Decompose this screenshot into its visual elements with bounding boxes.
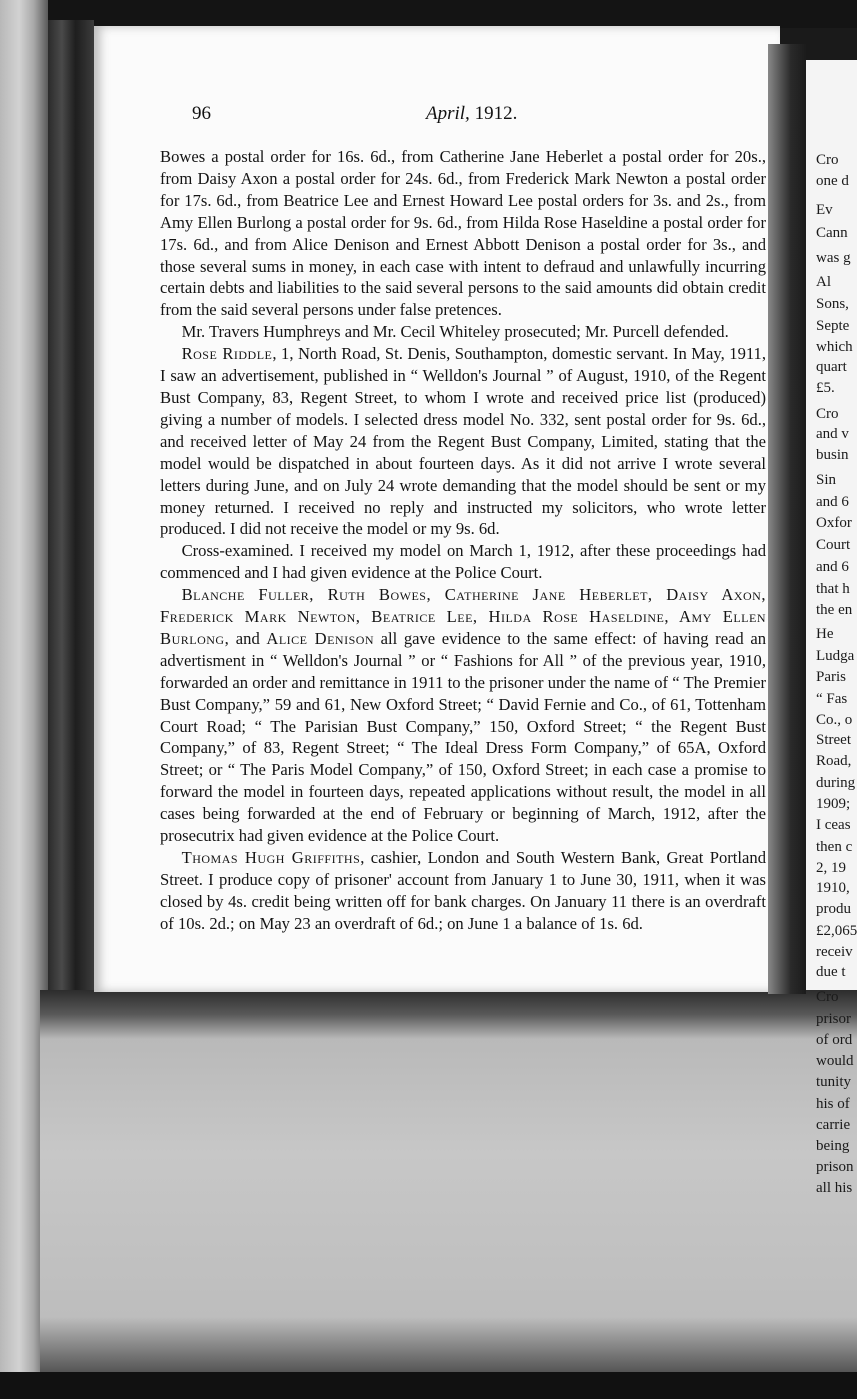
next-page-line: due t (816, 964, 846, 980)
next-page-line: Co., o (816, 712, 853, 728)
next-page-line: Ev (816, 202, 833, 218)
next-page-line: the en (816, 602, 853, 618)
next-page-line: which (816, 339, 853, 355)
next-page-line: tunity (816, 1074, 852, 1090)
next-page-line: Sons, (816, 296, 849, 312)
page-number: 96 (192, 103, 211, 124)
witness-name: Thomas Hugh Griffiths (181, 848, 361, 867)
paragraph-text: Bowes a postal order for 16s. 6d., from Catherine Jane Heberlet a postal order for 20s., from Daisy Axon a postal order for 24s. 6d., from Frederick Mark Newton a postal order for 17s. 6d., from Beatrice Lee and Ernest Howard Lee postal orders for 3s. and 2s., from Amy Ellen Burlong a postal order for 9s. 6d., from Hilda Rose Haseldine a postal order for 17s. 6d., and from Alice Denison and Ernest Abbott Denison a postal order for 3s., and those several sums in money, in each case with intent to defraud and unlawfully incurring certain debts and liabilities to the said several persons to the said amounts did obtain credit from the said several persons under false pretences. (160, 147, 766, 320)
next-page-line: quart (816, 359, 847, 375)
next-page-line: prisor (816, 1011, 851, 1027)
next-page-line: that h (816, 581, 850, 597)
paragraph-text: , cashier, London and South Western Bank, Great Portland Street. I produce copy of prisoner' account from January 1 to June 30, 1911, when it was closed by 4s. credit being written off for bank charges. On January 11 there is an overdraft of 10s. 2d.; on May 23 an overdraft of 6d.; on June 1 a balance of 1s. 6d. (160, 848, 766, 933)
next-page-line: Ludga (816, 648, 855, 664)
witness-name: Blanche Fuller, Ruth Bowes, Catherine Jane Heberlet, Daisy Axon, Frederick Mark Newton, Beatrice Lee, Hilda Rose Haseldine, Amy Ellen Burlong, (160, 585, 766, 648)
paragraph-text: Mr. Travers Humphreys and Mr. Cecil Whiteley prosecuted; Mr. Purcell defended. (181, 322, 729, 342)
next-page-line: prison (816, 1159, 854, 1175)
next-page-line: 1909; (816, 796, 851, 812)
next-page-line: Street (816, 732, 851, 748)
next-page-line: Cann (816, 225, 848, 241)
scan-bottom-edge (40, 990, 857, 1399)
paragraph-p1 (160, 146, 766, 321)
next-page-line: produ (816, 901, 851, 917)
page-date (426, 103, 517, 125)
paragraph-p6 (160, 847, 766, 935)
next-page-line: Road, (816, 753, 852, 769)
page-header (96, 103, 536, 129)
witness-name: Alice Denison (266, 628, 375, 648)
paragraph-text: all gave evidence to the same effect: of having read an advertisment in “ Welldon's Journal ” or “ Fashions for All ” of the previous year, 1910, forwarded an order and remittance in 1911 to the prisoner under the name of “ The Premier Bust Company,” 59 and 61, New Oxford Street; “ David Fernie and Co., of 61, Tottenham Court Road; “ The Parisian Bust Company,” 150, Oxford Street; “ the Regent Bust Company,” of 83, Regent Street; “ The Ideal Dress Form Company,” of 65A, Oxford Street; or “ The Paris Model Company,” of 150, Oxford Street; in each case a promise to forward the model in fourteen days, repeated applications without result, the model in all cases being forwarded at the end of February or beginning of March, 1912, after the prosecutrix had given evidence at the Police Court. (160, 628, 766, 846)
next-page-line: then c (816, 839, 853, 855)
witness-name: Rose Riddle (181, 344, 273, 364)
next-page-line: £5. (816, 380, 835, 396)
next-page-line: Paris (816, 669, 846, 685)
page-date-year: 1912. (474, 103, 518, 124)
paragraph-text: , 1, North Road, St. Denis, Southampton, domestic servant. In May, 1911, I saw an advertisement, published in “ Welldon's Journal ” of August, 1910, of the Regent Bust Company, 83, Regent Street, to whom I wrote and received price list (produced) giving a number of models. I selected dress model No. 332, sent postal order for 9s. 6d., and received letter of May 24 from the Regent Bust Company, Limited, stating that the model would be dispatched in about fourteen days. As it did not arrive I wrote several letters during June, and on July 24 wrote demanding that the model should be sent or my money returned. I received no reply and instructed my solicitors, who wrote letter produced. I did not receive the model or my 9s. 6d. (160, 344, 766, 539)
next-page-line: and 6 (816, 559, 849, 575)
paragraph-p4 (160, 540, 766, 584)
next-page-line: Cro (816, 989, 839, 1005)
scan-top-edge (0, 0, 857, 28)
next-page-line: would (816, 1053, 854, 1069)
next-page-line: was g (816, 250, 851, 266)
book-binding (48, 20, 94, 1020)
next-page-line: during (816, 775, 856, 791)
next-page-line: He (816, 626, 834, 642)
next-page-line: “ Fas (816, 691, 848, 707)
next-page-line: Sin (816, 472, 837, 488)
next-page-line: carrie (816, 1117, 851, 1133)
paragraph-p2 (160, 321, 766, 343)
paragraph-text: and (229, 628, 267, 648)
next-page-line: Court (816, 537, 851, 553)
page-body-text (160, 146, 766, 935)
next-page-line: 2, 19 (816, 860, 846, 876)
next-page-line: receiv (816, 944, 853, 960)
page-gutter-shadow (768, 44, 806, 994)
next-page-line: and 6 (816, 494, 849, 510)
paragraph-p3 (160, 343, 766, 540)
paragraph-text: Cross-examined. I received my model on March 1, 1912, after these proceedings had commenced and I had given evidence at the Police Court. (160, 541, 766, 583)
next-page-line: his of (816, 1096, 850, 1112)
next-page-line: Oxfor (816, 515, 852, 531)
next-page-line: Cro (816, 406, 839, 422)
next-page-line: and v (816, 426, 849, 442)
next-page-line: of ord (816, 1032, 853, 1048)
next-page-line: £2,065 (816, 923, 857, 939)
next-page-line: all his (816, 1180, 853, 1196)
scan-bottom-dark-band (0, 1372, 857, 1399)
next-page-line: busin (816, 447, 849, 463)
next-page-line: Cro (816, 152, 839, 168)
next-page-line: one d (816, 173, 849, 189)
next-page-line: I ceas (816, 817, 851, 833)
next-page-line: 1910, (816, 880, 850, 896)
next-page-line: Septe (816, 318, 850, 334)
next-page-line: being (816, 1138, 850, 1154)
page-date-month: April, (426, 103, 470, 124)
next-page-line: Al (816, 274, 831, 290)
paragraph-p5 (160, 584, 766, 847)
